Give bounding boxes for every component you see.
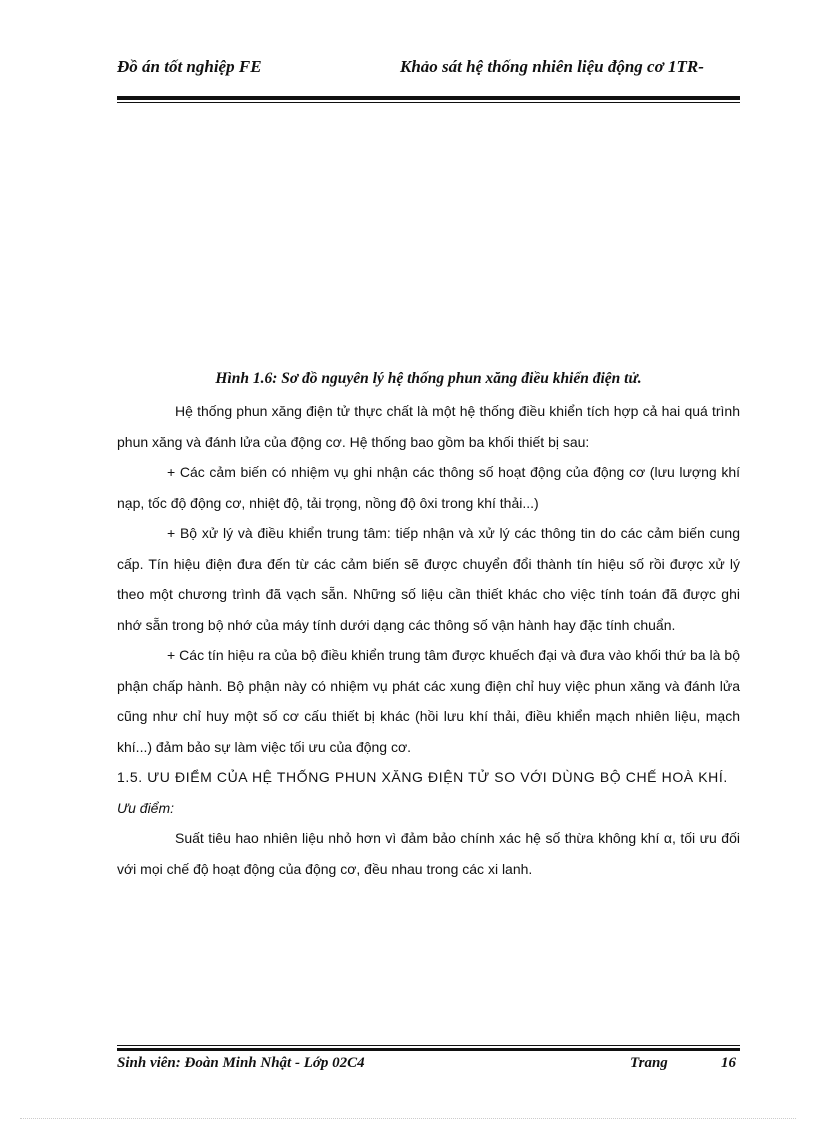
footer-rule-thick: [117, 1048, 740, 1051]
footer-student: Sinh viên: Đoàn Minh Nhật - Lớp 02C4: [117, 1055, 365, 1071]
footer-page: [630, 1055, 740, 1072]
figure-caption: Hình 1.6: Sơ đồ nguyên lý hệ thống phun xăng điều khiển điện tử.: [215, 370, 642, 387]
footer-page-label: Trang: [630, 1055, 668, 1071]
bullet-sensors: + Các cảm biến có nhiệm vụ ghi nhận các thông số hoạt động của động cơ (lưu lượng khí nạp, tốc độ động cơ, nhiệt độ, tải trọng, nồng độ ôxi trong khí thải...): [117, 464, 740, 511]
bullet-actuators: + Các tín hiệu ra của bộ điều khiển trung tâm được khuếch đại và đưa vào khối thứ ba là bộ phận chấp hành. Bộ phận này có nhiệm vụ phát các xung điện chỉ huy việc phun xăng và đánh lửa cũng như chỉ huy một số cơ cấu thiết bị khác (hồi lưu khí thải, điều khiển mạch nhiên liệu, mạch khí...) đảm bảo sự làm việc tối ưu của động cơ.: [117, 647, 740, 755]
bullet-ecu: + Bộ xử lý và điều khiển trung tâm: tiếp nhận và xử lý các thông tin do các cảm biến cung cấp. Tín hiệu điện đưa đến từ các cảm biến sẽ được chuyển đổi thành tín hiệu số rồi được xử lý theo một chương trình đã vạch sẵn. Những số liệu cần thiết khác cho việc tính toán đã được ghi nhớ sẵn trong bộ nhớ của máy tính dưới dạng các thông số vận hành hay đặc tính chuẩn.: [117, 525, 740, 633]
body-text: [117, 396, 740, 884]
paragraph-fuel-consumption: Suất tiêu hao nhiên liệu nhỏ hơn vì đảm bảo chính xác hệ số thừa không khí α, tối ưu đối với mọi chế độ hoạt động của động cơ, đều nhau trong các xi lanh.: [117, 830, 740, 877]
header-right-title: Khảo sát hệ thống nhiên liệu động cơ 1TR-: [400, 57, 704, 76]
paragraph-intro: Hệ thống phun xăng điện tử thực chất là một hệ thống điều khiển tích hợp cả hai quá trình phun xăng và đánh lửa của động cơ. Hệ thống bao gồm ba khối thiết bị sau:: [117, 403, 740, 450]
subheading-advantages: Ưu điểm:: [117, 799, 175, 816]
section-heading: 1.5. ƯU ĐIỂM CỦA HỆ THỐNG PHUN XĂNG ĐIỆN TỬ SO VỚI DÙNG BỘ CHẾ HOÀ KHÍ.: [117, 769, 728, 785]
footer-rule-thin: [117, 1045, 740, 1046]
header-left-title: Đồ án tốt nghiệp FE: [117, 57, 262, 76]
page-bottom-border: [20, 1118, 796, 1119]
header-rule-thin: [117, 102, 740, 103]
header-rule-thick: [117, 96, 740, 100]
footer-page-number: 16: [721, 1055, 736, 1071]
